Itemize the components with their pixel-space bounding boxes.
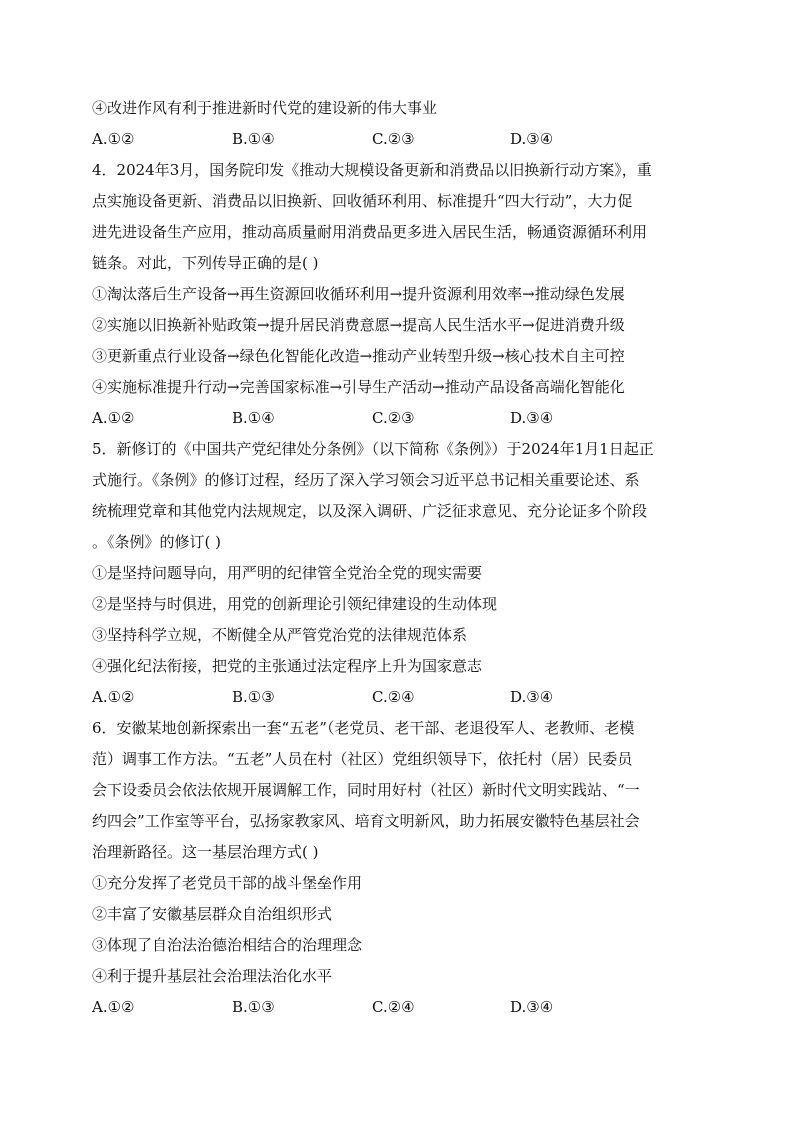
q4-stem-line-4: 链条。对此，下列传导正确的是( ) bbox=[92, 254, 319, 272]
q5-option-d: D.③④ bbox=[510, 688, 554, 706]
q5-stem-line-4: 。《条例》的修订( ) bbox=[92, 533, 221, 551]
q6-stem-line-2: 范）调事工作方法。“五老”人员在村（社区）党组织领导下，依托村（居）民委员 bbox=[92, 750, 633, 768]
q3-option-a: A.①② bbox=[92, 130, 135, 148]
q6-stem-line-3: 会下设委员会依法依规开展调解工作，同时用好村（社区）新时代文明实践站、“一 bbox=[92, 781, 640, 799]
q5-option-c: C.②④ bbox=[372, 688, 415, 706]
q4-item-2: ②实施以旧换新补贴政策→提升居民消费意愿→提高人民生活水平→促进消费升级 bbox=[92, 316, 625, 334]
q5-options bbox=[92, 687, 712, 707]
q6-item-1: ①充分发挥了老党员干部的战斗堡垒作用 bbox=[92, 874, 363, 892]
q3-option-d: D.③④ bbox=[510, 130, 554, 148]
q4-option-c: C.②③ bbox=[372, 409, 415, 427]
q5-stem-line-3: 统梳理党章和其他党内法规规定，以及深入调研、广泛征求意见、充分论证多个阶段 bbox=[92, 502, 648, 520]
q4-stem-line-2: 点实施设备更新、消费品以旧换新、回收循环利用、标准提升“四大行动”，大力促 bbox=[92, 192, 633, 210]
q6-stem-line-4: 约四会”工作室等平台，弘扬家教家风、培育文明新风，助力拓展安徽特色基层社会 bbox=[92, 812, 640, 830]
q5-item-3: ③坚持科学立规，不断健全从严管党治党的法律规范体系 bbox=[92, 626, 468, 644]
q6-option-d: D.③④ bbox=[510, 998, 554, 1016]
q5-option-b: B.①③ bbox=[232, 688, 275, 706]
q4-item-1: ①淘汰落后生产设备→再生资源回收循环利用→提升资源利用效率→推动绿色发展 bbox=[92, 285, 625, 303]
q4-stem-line-1: 4．2024年3月，国务院印发《推动大规模设备更新和消费品以旧换新行动方案》，重 bbox=[92, 161, 652, 179]
q4-item-4: ④实施标准提升行动→完善国家标准→引导生产活动→推动产品设备高端化智能化 bbox=[92, 378, 625, 396]
q6-item-2: ②丰富了安徽基层群众自治组织形式 bbox=[92, 905, 333, 923]
q5-item-1: ①是坚持问题导向，用严明的纪律管全党治全党的现实需要 bbox=[92, 564, 483, 582]
q4-stem-line-3: 进先进设备生产应用，推动高质量耐用消费品更多进入居民生活，畅通资源循环利用 bbox=[92, 223, 648, 241]
q5-stem-line-1: 5．新修订的《中国共产党纪律处分条例》（以下简称《条例》）于2024年1月1日起正 bbox=[92, 440, 654, 458]
q4-option-a: A.①② bbox=[92, 409, 135, 427]
q3-item-4: ④改进作风有利于推进新时代党的建设新的伟大事业 bbox=[92, 99, 438, 117]
q3-options bbox=[92, 129, 712, 149]
q3-option-c: C.②③ bbox=[372, 130, 415, 148]
q5-item-2: ②是坚持与时俱进，用党的创新理论引领纪律建设的生动体现 bbox=[92, 595, 498, 613]
q6-stem-line-5: 治理新路径。这一基层治理方式( ) bbox=[92, 843, 319, 861]
q5-option-a: A.①② bbox=[92, 688, 135, 706]
q5-stem-line-2: 式施行。《条例》的修订过程，经历了深入学习领会习近平总书记相关重要论述、系 bbox=[92, 471, 640, 489]
q3-option-b: B.①④ bbox=[232, 130, 275, 148]
q6-item-4: ④利于提升基层社会治理法治化水平 bbox=[92, 967, 333, 985]
q6-option-c: C.②④ bbox=[372, 998, 415, 1016]
q4-option-d: D.③④ bbox=[510, 409, 554, 427]
q4-options bbox=[92, 408, 712, 428]
q6-options bbox=[92, 997, 712, 1017]
q6-option-b: B.①③ bbox=[232, 998, 275, 1016]
q6-option-a: A.①② bbox=[92, 998, 135, 1016]
q4-option-b: B.①④ bbox=[232, 409, 275, 427]
q6-stem-line-1: 6．安徽某地创新探索出一套“五老”（老党员、老干部、老退役军人、老教师、老模 bbox=[92, 719, 635, 737]
q4-item-3: ③更新重点行业设备→绿色化智能化改造→推动产业转型升级→核心技术自主可控 bbox=[92, 347, 625, 365]
q6-item-3: ③体现了自治法治德治相结合的治理理念 bbox=[92, 936, 363, 954]
q5-item-4: ④强化纪法衔接，把党的主张通过法定程序上升为国家意志 bbox=[92, 657, 483, 675]
